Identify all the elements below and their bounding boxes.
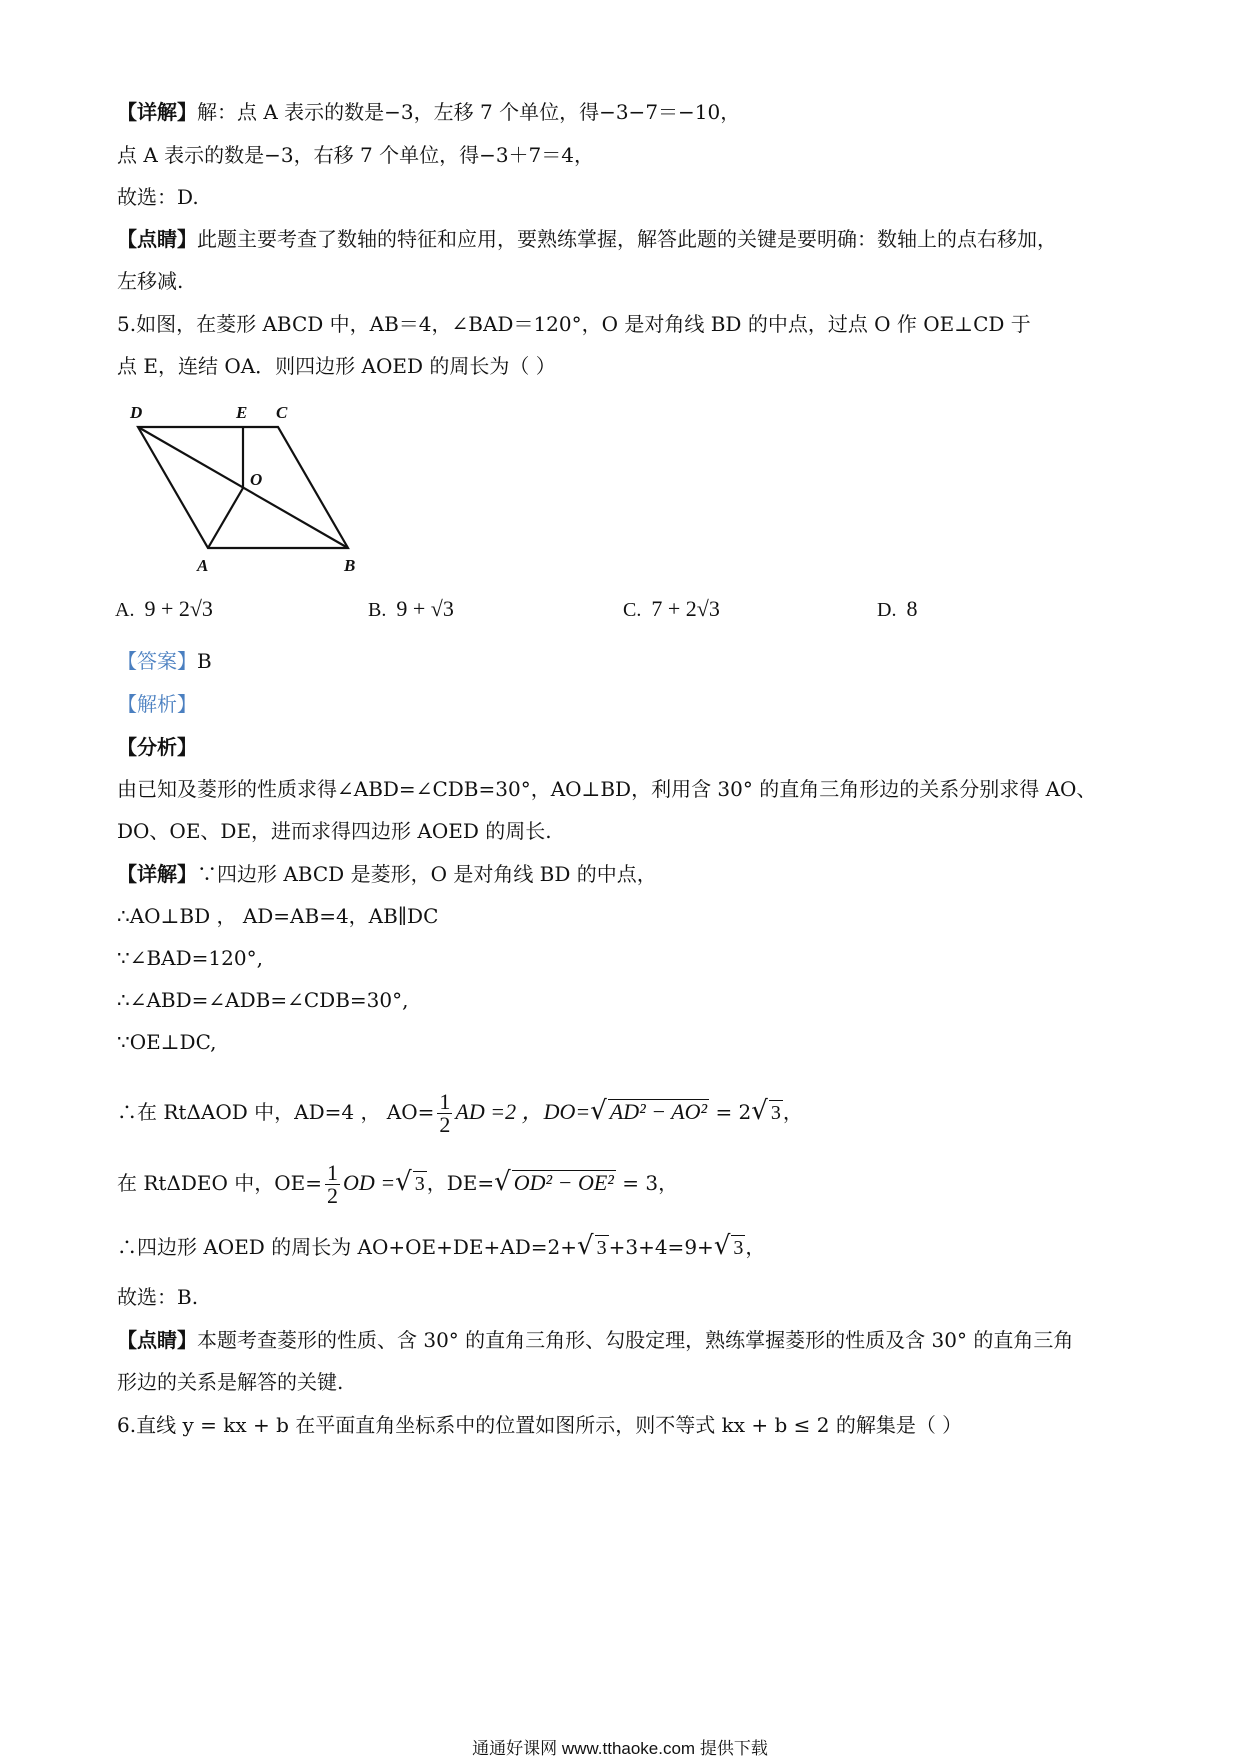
x7-text-d: ，DE= <box>426 1171 495 1195</box>
dianjing-text: 本题考查菱形的性质、含 30° 的直角三角形、勾股定理，熟练掌握菱形的性质及含 30° 的直角三角 <box>197 1328 1074 1352</box>
option-d <box>877 596 917 622</box>
xiangjie-line-3: ∵∠BAD=120°, <box>117 946 263 970</box>
fenxi-tag: 【分析】 <box>117 735 197 759</box>
x8-text-a: ∴四边形 AOED 的周长为 AO+OE+DE+AD=2+ <box>117 1235 578 1259</box>
fraction-numerator: 1 <box>327 1160 339 1185</box>
dianjing-line-1 <box>117 1326 1073 1354</box>
xiangjie-line-9: 故选：B. <box>117 1285 199 1309</box>
x7-text-b: OD = <box>343 1170 396 1195</box>
x6-text-b: AD =2 ，DO= <box>455 1099 591 1124</box>
xiangjie-line-8 <box>117 1230 765 1263</box>
x7-radicand-3: 3 <box>414 1173 425 1195</box>
sqrt-sign: √ <box>751 1096 768 1126</box>
comment-line-2: 左移减. <box>117 269 184 293</box>
option-d-letter: D. <box>877 599 897 621</box>
x8-radicand-2: 3 <box>733 1237 744 1259</box>
xiangjie-line-2: ∴AO⊥BD ， AD=AB=4，AB∥DC <box>117 904 439 928</box>
detail-text: 解：点 A 表示的数是−3，左移 7 个单位，得−3−7＝−10， <box>197 100 741 124</box>
label-e: E <box>236 403 248 422</box>
detail-line-1 <box>117 98 740 126</box>
xiangjie-line-1 <box>117 860 657 888</box>
fenxi-line-2: DO、OE、DE，进而求得四边形 AOED 的周长. <box>117 819 552 843</box>
option-b-letter: B. <box>368 599 387 621</box>
question-6-line: 6.直线 y = kx + b 在平面直角坐标系中的位置如图所示，则不等式 kx + b ≤ 2 的解集是（ ） <box>117 1413 963 1437</box>
x6-radicand-3: 3 <box>770 1102 781 1124</box>
x7-radicand: OD² − OE² <box>513 1170 614 1195</box>
fraction-denominator: 2 <box>327 1183 339 1208</box>
x6-radicand: AD² − AO² <box>609 1099 708 1124</box>
xiangjie-tag: 【详解】 <box>117 862 197 886</box>
option-b <box>368 596 454 622</box>
sqrt-sign: √ <box>577 1231 594 1261</box>
xiangjie-line-4: ∴∠ABD=∠ADB=∠CDB=30°, <box>117 988 409 1012</box>
choice-line: 故选：D. <box>117 185 199 209</box>
option-c <box>623 596 720 622</box>
xiangjie-line-7 <box>117 1157 678 1208</box>
xiangjie-line-6 <box>117 1086 803 1137</box>
option-b-value: 9 + √3 <box>396 596 454 621</box>
sqrt-sign: √ <box>494 1167 511 1197</box>
option-a-letter: A. <box>115 599 135 621</box>
option-c-letter: C. <box>623 599 642 621</box>
sqrt-sign: √ <box>713 1231 731 1261</box>
fraction-numerator: 1 <box>439 1089 451 1114</box>
xiangjie-text: ∵四边形 ABCD 是菱形，O 是对角线 BD 的中点， <box>197 862 657 886</box>
analysis-tag: 【解析】 <box>117 692 197 716</box>
answer-tag: 【答案】 <box>117 649 197 673</box>
label-o: O <box>250 470 263 489</box>
page-footer: 通通好课网 www.tthaoke.com 提供下载 <box>472 1739 768 1758</box>
x6-text-d: = 2 <box>715 1100 752 1124</box>
x8-radicand-1: 3 <box>596 1237 607 1259</box>
option-c-value: 7 + 2√3 <box>651 596 720 621</box>
question-5-line-1: 5.如图，在菱形 ABCD 中，AB＝4，∠BAD＝120°，O 是对角线 BD 的中点，过点 O 作 OE⊥CD 于 <box>117 312 1031 336</box>
segment-oa <box>208 488 243 548</box>
answer-value: B <box>197 649 212 673</box>
fraction-half <box>325 1162 340 1207</box>
x7-text-f: = 3， <box>622 1171 679 1195</box>
fenxi-line-1: 由已知及菱形的性质求得∠ABD=∠CDB=30°，AO⊥BD，利用含 30° 的直角三角形边的关系分别求得 AO、 <box>117 777 1097 801</box>
label-d: D <box>130 403 143 422</box>
option-a-value: 9 + 2√3 <box>144 596 213 621</box>
dianjing-tag: 【点睛】 <box>117 1328 197 1352</box>
fraction-half <box>437 1091 452 1136</box>
x7-text-a: 在 RtΔDEO 中，OE= <box>117 1171 323 1195</box>
label-c: C <box>276 403 288 422</box>
answer-line <box>117 647 212 675</box>
x8-text-e: ， <box>745 1235 766 1259</box>
comment-line-1 <box>117 225 1057 253</box>
sqrt-sign: √ <box>590 1096 607 1126</box>
label-a: A <box>197 556 209 575</box>
x6-text-a: ∴在 RtΔAOD 中，AD=4 ， AO= <box>117 1100 435 1124</box>
x8-text-c: +3+4=9+ <box>608 1235 714 1259</box>
xiangjie-line-5: ∵OE⊥DC, <box>117 1030 217 1054</box>
comment-tag: 【点睛】 <box>117 227 197 251</box>
detail-line-2: 点 A 表示的数是−3，右移 7 个单位，得−3＋7＝4， <box>117 143 595 167</box>
label-b: B <box>344 556 356 575</box>
dianjing-line-2: 形边的关系是解答的关键. <box>117 1370 344 1394</box>
option-a <box>115 596 213 622</box>
fraction-denominator: 2 <box>439 1112 451 1137</box>
sqrt-sign: √ <box>395 1167 412 1197</box>
detail-tag: 【详解】 <box>117 100 197 124</box>
question-5-line-2: 点 E，连结 OA．则四边形 AOED 的周长为（ ） <box>117 354 556 378</box>
comment-text: 此题主要考查了数轴的特征和应用，要熟练掌握，解答此题的关键是要明确：数轴上的点右移加， <box>197 227 1057 251</box>
x6-text-f: ， <box>782 1100 803 1124</box>
rhombus-figure <box>118 400 378 575</box>
option-d-value: 8 <box>906 596 918 621</box>
